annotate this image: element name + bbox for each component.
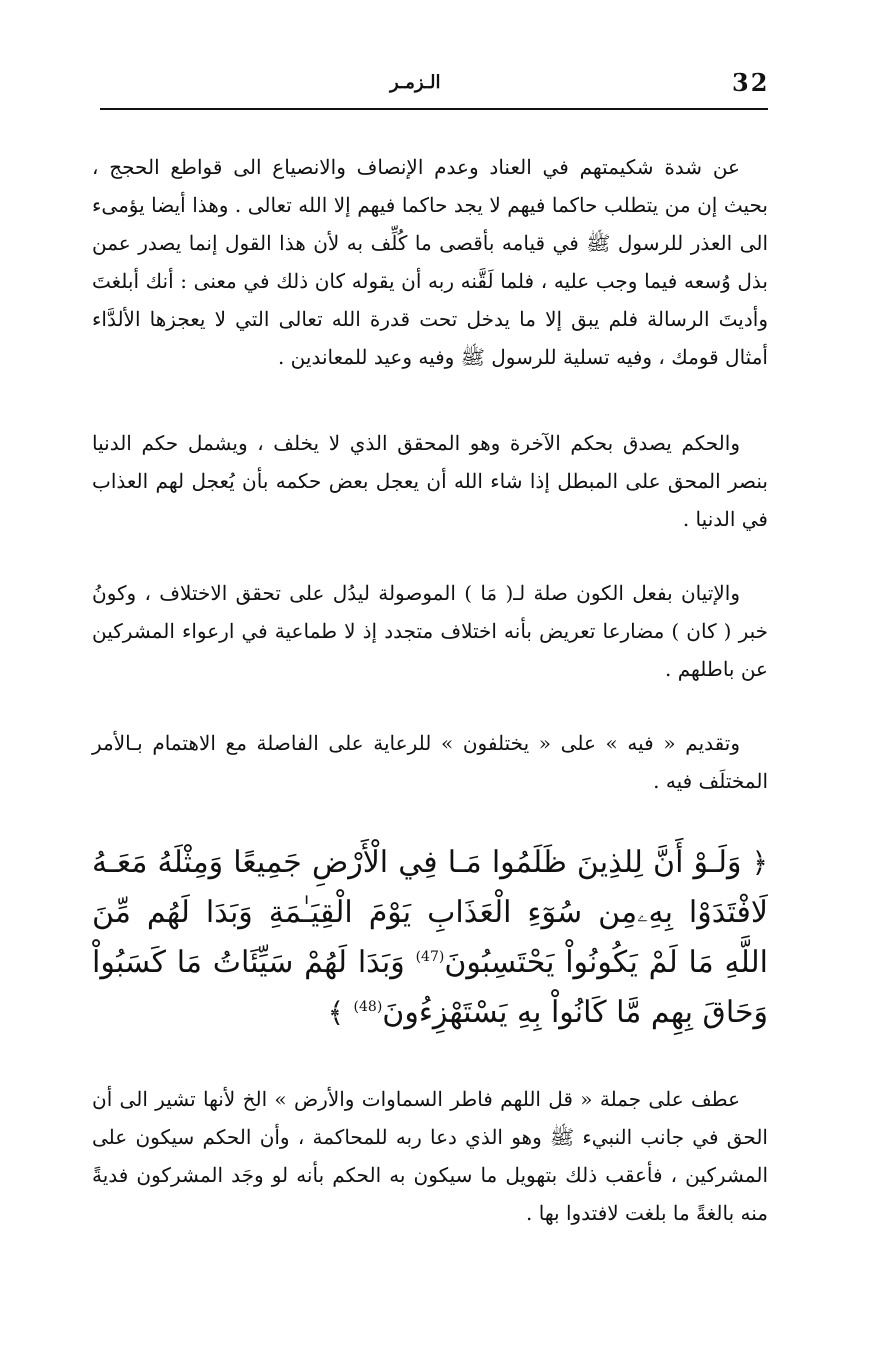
running-title: الـزمـر: [390, 72, 441, 93]
quran-verse-block: [92, 838, 768, 1038]
paragraph-1: [92, 148, 768, 376]
paragraph-text: وتقديم « فيه » على « يختلفون » للرعاية على الفاصلة مع الاهتمام بـالأمر المختلَف فيه .: [92, 731, 768, 793]
header-divider: [100, 108, 768, 110]
verse-number-47: (47): [415, 949, 445, 965]
page-header: [100, 68, 768, 108]
verse-close-bracket: ﴾: [327, 996, 344, 1029]
paragraph-text: عطف على جملة « قل اللهم فاطر السماوات والأرض » الخ لأنها تشير الى أن الحق في جانب النبيء ﷺ وهو الذي دعا ربه للمحاكمة ، وأن الحكم سيكون على المشركين ، فأعقب ذلك بتهويل ما سيكون به الحكم بأنه لو وجَد المشركون فديةً منه بالغةً ما بلغت لافتدوا بها .: [92, 1087, 768, 1225]
paragraph-4: [92, 724, 768, 800]
verse-open-bracket: ﴿: [751, 846, 768, 879]
paragraph-2: [92, 424, 768, 538]
paragraph-text: والحكم يصدق بحكم الآخرة وهو المحقق الذي لا يخلف ، ويشمل حكم الدنيا بنصر المحق على المبطل إذا شاء الله أن يعجل بعض حكمه بأن يُعجل لهم العذاب في الدنيا .: [92, 431, 768, 531]
verse-number-48: (48): [353, 999, 383, 1015]
paragraph-text: عن شدة شكيمتهم في العناد وعدم الإنصاف والانصياع الى قواطع الحجج ، بحيث إن من يتطلب حاكما فيهم لا يجد حاكما فيهم إلا الله تعالى . وهذا أيضا يؤمىء الى العذر للرسول ﷺ في قيامه بأقصى ما كُلِّف به لأن هذا القول إنما يصدر عمن بذل وُسعه فيما وجب عليه ، فلما لَقَّنه ربه أن يقوله كان ذلك في معنى : أنك أبلغتَ وأديتَ الرسالة فلم يبق إلا ما يدخل تحت قدرة الله تعالى التي لا يعجزها الألدَّاء أمثال قومك ، وفيه تسلية للرسول ﷺ وفيه وعيد للمعاندين .: [92, 155, 768, 369]
page-number: 32: [732, 68, 770, 97]
paragraph-3: [92, 574, 768, 688]
verse-text-47: وَلَـوْ أَنَّ لِلذِينَ ظَلَمُوا مَـا فِي الْأَرْضِ جَمِيعًا وَمِثْلَهُ مَعَـهُ لَافْتَدَوْا بِهِۦمِن سُوٓءِ الْعَذَابِ يَوْمَ الْقِيَـٰمَةِ وَبَدَا لَهُم مِّنَ اللَّهِ مَا لَمْ يَكُونُواْ يَحْتَسِبُونَ: [92, 845, 768, 980]
paragraph-5: [92, 1080, 768, 1232]
verse-text-48: وَبَدَا لَهُمْ سَيِّئَاتُ مَا كَسَبُواْ وَحَاقَ بِهِم مَّا كَانُواْ بِهِ يَسْتَهْزِءُونَ: [92, 945, 768, 1030]
paragraph-text: والإتيان بفعل الكون صلة لـ( مَا ) الموصولة ليدُل على تحقق الاختلاف ، وكونُ خبر ( كان ) مضارعا تعريض بأنه اختلاف متجدد إذ لا طماعية في ارعواء المشركين عن باطلهم .: [92, 581, 768, 681]
